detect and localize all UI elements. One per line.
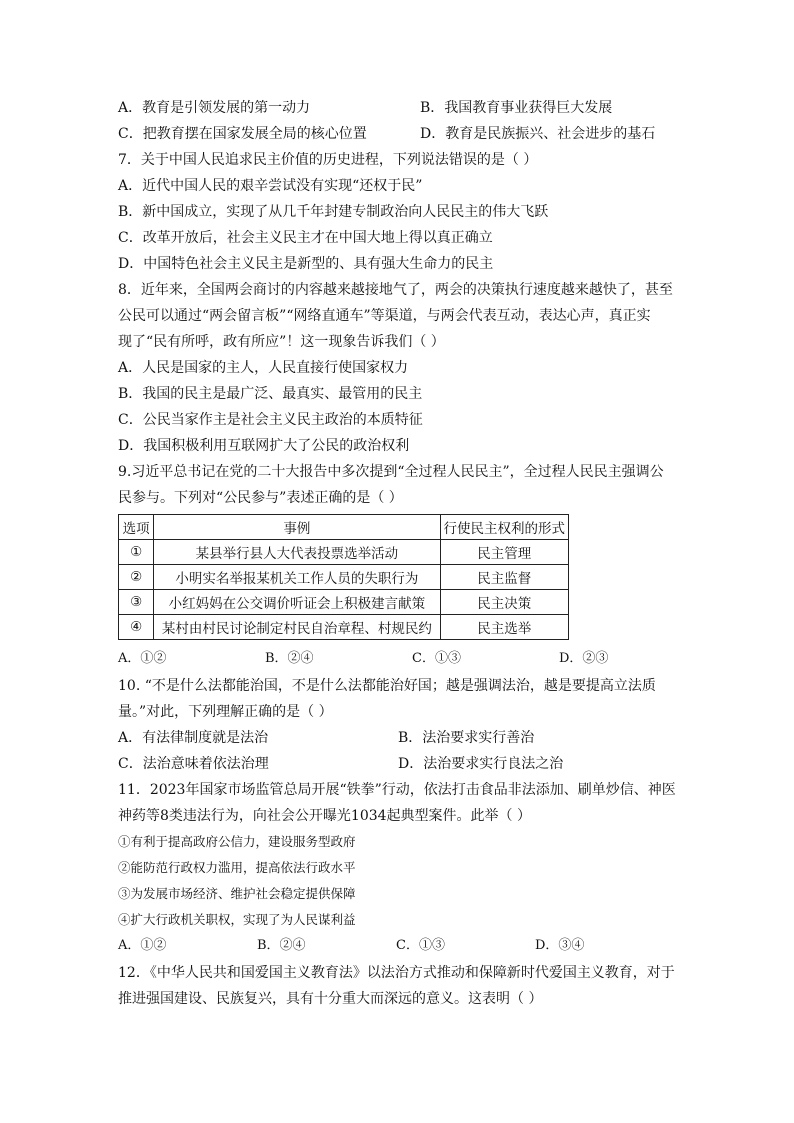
table-row xyxy=(119,540,569,565)
q9-stem-line-2: 民参与。下列对“公民参与”表述正确的是（ ） xyxy=(118,490,403,506)
q7-option-d: D．中国特色社会主义民主是新型的、具有强大生命力的民主 xyxy=(118,256,494,272)
q9-option-d: D．②③ xyxy=(559,651,609,666)
table-cell: ② xyxy=(119,565,154,590)
q12-stem-line-2: 推进强国建设、民族复兴，具有十分重大而深远的意义。这表明（ ） xyxy=(118,991,543,1007)
q11-item-2: ②能防范行政权力滥用，提高依法行政水平 xyxy=(118,860,356,875)
table-cell: 民主选举 xyxy=(440,615,569,640)
q8-stem-line-2: 公民可以通过“两会留言板”“网络直通车”等渠道，与两会代表互动，表达心声，真正实 xyxy=(118,308,651,324)
q9-option-a: A．①② xyxy=(118,651,167,666)
q8-stem-line-3: 现了“民有所呼，政有所应”！这一现象告诉我们（ ） xyxy=(118,334,445,350)
q9-option-c: C．①③ xyxy=(412,651,461,666)
table-cell: ① xyxy=(119,540,154,565)
q6-option-a: A．教育是引领发展的第一动力 xyxy=(118,100,311,116)
q7-option-a: A．近代中国人民的艰辛尝试没有实现“还权于民” xyxy=(118,178,423,194)
q8-stem-line-1: 8．近年来，全国两会商讨的内容越来越接地气了，两会的决策执行速度越来越快了，甚至 xyxy=(118,282,673,298)
q10-stem-line-1: 10. “不是什么法都能治国，不是什么法都能治好国；越是强调法治，越是要提高立法质 xyxy=(118,678,656,694)
q6-option-d: D．教育是民族振兴、社会进步的基石 xyxy=(420,126,656,142)
q10-option-a: A．有法律制度就是法治 xyxy=(118,730,269,746)
q7-stem: 7．关于中国人民追求民主价值的历史进程，下列说法错误的是（ ） xyxy=(118,152,538,168)
q11-option-d: D．③④ xyxy=(535,938,585,953)
q11-stem-line-1: 11．2023年国家市场监管总局开展“铁拳”行动，依法打击食品非法添加、刷单炒信、神医 xyxy=(118,782,676,798)
q11-item-4: ④扩大行政机关职权，实现了为人民谋利益 xyxy=(118,912,356,927)
q8-option-d: D．我国积极利用互联网扩大了公民的政治权利 xyxy=(118,438,410,454)
table-header-option: 选项 xyxy=(119,515,154,540)
table-row xyxy=(119,615,569,640)
table-cell: 小红妈妈在公交调价听证会上积极建言献策 xyxy=(154,590,440,615)
q9-table xyxy=(118,514,569,640)
table-cell: 某县举行县人大代表投票选举活动 xyxy=(154,540,440,565)
q11-option-a: A．①② xyxy=(118,938,167,953)
q6-option-b: B．我国教育事业获得巨大发展 xyxy=(420,100,613,116)
table-cell: 小明实名举报某机关工作人员的失职行为 xyxy=(154,565,440,590)
table-row xyxy=(119,565,569,590)
table-cell: ④ xyxy=(119,615,154,640)
q8-option-a: A．人民是国家的主人，人民直接行使国家权力 xyxy=(118,360,409,376)
q9-stem-line-1: 9.习近平总书记在党的二十大报告中多次提到“全过程人民民主”，全过程人民民主强调公 xyxy=(118,464,664,480)
table-cell: 民主决策 xyxy=(440,590,569,615)
q11-item-1: ①有利于提高政府公信力，建设服务型政府 xyxy=(118,834,356,849)
table-header-form: 行使民主权利的形式 xyxy=(440,515,569,540)
q7-option-b: B．新中国成立，实现了从几千年封建专制政治向人民民主的伟大飞跃 xyxy=(118,204,549,220)
table-cell: 民主监督 xyxy=(440,565,569,590)
table-row xyxy=(119,590,569,615)
q12-stem-line-1: 12．《中华人民共和国爱国主义教育法》以法治方式推动和保障新时代爱国主义教育，对于 xyxy=(118,965,675,981)
q10-option-d: D．法治要求实行良法之治 xyxy=(398,756,564,772)
q11-stem-line-2: 神药等8类违法行为，向社会公开曝光1034起典型案件。此举（ ） xyxy=(118,808,531,824)
table-header-row xyxy=(119,515,569,540)
q8-option-b: B．我国的民主是最广泛、最真实、最管用的民主 xyxy=(118,386,423,402)
q9-option-b: B．②④ xyxy=(265,651,314,666)
q11-item-3: ③为发展市场经济、维护社会稳定提供保障 xyxy=(118,886,356,901)
q11-option-c: C．①③ xyxy=(396,938,445,953)
table-cell: ③ xyxy=(119,590,154,615)
table-header-example: 事例 xyxy=(154,515,440,540)
q6-option-c: C．把教育摆在国家发展全局的核心位置 xyxy=(118,126,367,142)
q10-stem-line-2: 量。”对此，下列理解正确的是（ ） xyxy=(118,704,333,720)
q8-option-c: C．公民当家作主是社会主义民主政治的本质特征 xyxy=(118,412,423,428)
table-cell: 某村由村民讨论制定村民自治章程、村规民约 xyxy=(154,615,440,640)
table-cell: 民主管理 xyxy=(440,540,569,565)
q11-option-b: B．②④ xyxy=(257,938,306,953)
q10-option-b: B．法治要求实行善治 xyxy=(398,730,535,746)
q7-option-c: C．改革开放后，社会主义民主才在中国大地上得以真正确立 xyxy=(118,230,493,246)
q10-option-c: C．法治意味着依法治理 xyxy=(118,756,269,772)
